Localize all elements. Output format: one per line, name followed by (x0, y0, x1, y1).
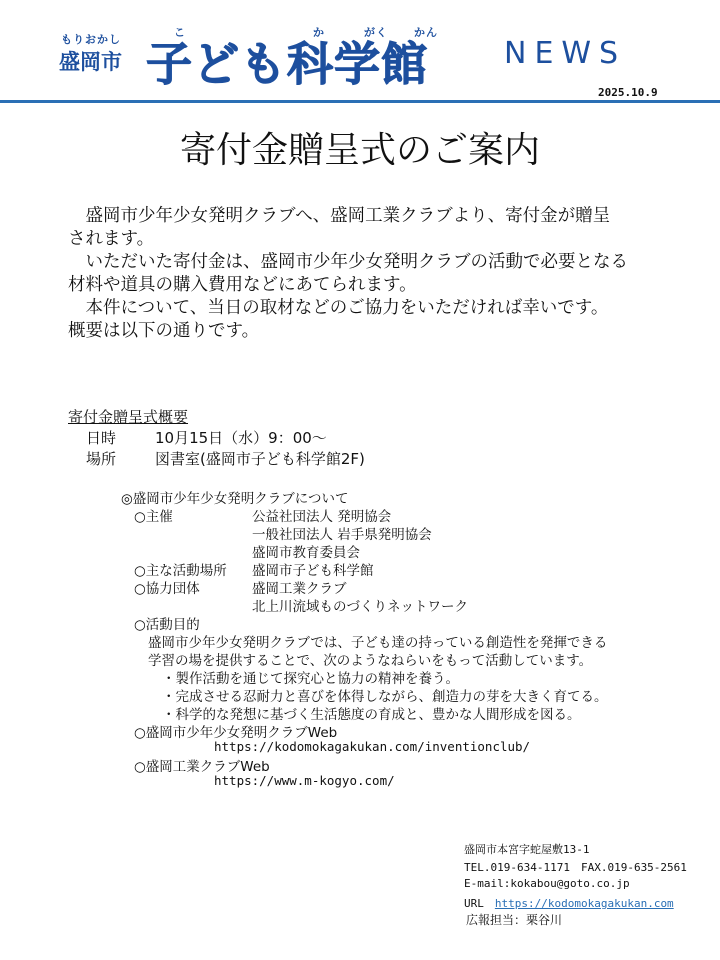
club-heading: ◎盛岡市少年少女発明クラブについて (121, 491, 349, 507)
city-name: 盛岡市 (59, 50, 122, 74)
intro-line: いただいた寄付金は、盛岡市少年少女発明クラブの活動で必要となる (68, 252, 628, 272)
aim-item: ・完成させる忍耐力と喜びを体得しながら、創造力の芽を大きく育てる。 (162, 689, 608, 705)
intro-line: 本件について、当日の取材などのご協力をいただければ幸いです。 (68, 298, 609, 318)
venue-label: ○主な活動場所 (134, 563, 227, 579)
footer-url-link[interactable]: https://kodomokagakukan.com (494, 897, 674, 910)
footer-url-row (464, 895, 674, 911)
page-title: 寄付金贈呈式のご案内 (179, 130, 540, 171)
coop-label: ○協力団体 (134, 581, 200, 597)
intro-line: 概要は以下の通りです。 (68, 321, 260, 341)
web1-url: https://kodomokagakukan.com/inventionclub/ (214, 739, 531, 754)
coop-org: 盛岡工業クラブ (252, 581, 347, 597)
furigana-kan: かん (414, 26, 438, 39)
purpose-text: 盛岡市少年少女発明クラブでは、子ども達の持っている創造性を発揮できる (148, 635, 608, 651)
issue-date: 2025.10.9 (598, 86, 658, 99)
web2-url: https://www.m-kogyo.com/ (214, 773, 395, 788)
footer-address: 盛岡市本宮字蛇屋敷13-1 (464, 843, 590, 856)
footer-email: E-mail:kokabou@goto.co.jp (464, 877, 630, 890)
coop-org: 北上川流域ものづくりネットワーク (252, 599, 468, 615)
date-value: 10月15日（水）9：00～ (155, 429, 327, 447)
intro-line: 盛岡市少年少女発明クラブへ、盛岡工業クラブより、寄付金が贈呈 (68, 206, 611, 226)
furigana-ka: か (313, 26, 325, 39)
overview-heading: 寄付金贈呈式概要 (68, 408, 189, 426)
footer-tel-fax: TEL.019-634-1171 FAX.019-635-2561 (464, 861, 687, 874)
web2-label: ○盛岡工業クラブWeb (134, 759, 270, 775)
place-value: 図書室(盛岡市子ども科学館2F) (155, 450, 365, 468)
host-org: 盛岡市教育委員会 (252, 545, 360, 561)
city-furigana: もりおかし (61, 33, 121, 46)
host-label: ○主催 (134, 509, 173, 525)
footer-url-label: URL (464, 897, 495, 910)
venue-value: 盛岡市子ども科学館 (252, 563, 374, 579)
furigana-gaku: がく (364, 26, 388, 39)
aim-item: ・科学的な発想に基づく生活態度の育成と、豊かな人間形成を図る。 (162, 707, 581, 723)
place-label: 場所 (86, 450, 117, 468)
news-label: NEWS (504, 36, 627, 71)
intro-paragraph (68, 205, 628, 343)
footer-contact: 広報担当：栗谷川 (466, 913, 563, 927)
aim-item: ・製作活動を通じて探究心と協力の精神を養う。 (162, 671, 459, 687)
intro-line: 材料や道具の購入費用などにあてられます。 (68, 275, 417, 295)
date-label: 日時 (86, 429, 117, 447)
header-rule (0, 100, 720, 103)
furigana-ko: こ (174, 26, 186, 39)
intro-line: されます。 (68, 229, 155, 249)
host-org: 公益社団法人 発明協会 (252, 509, 392, 525)
web1-label: ○盛岡市少年少女発明クラブWeb (134, 725, 338, 741)
brand-logo: 子ども科学館 (146, 37, 428, 91)
purpose-text: 学習の場を提供することで、次のようなねらいをもって活動しています。 (148, 653, 593, 669)
host-org: 一般社団法人 岩手県発明協会 (252, 527, 432, 543)
purpose-label: ○活動目的 (134, 617, 200, 633)
